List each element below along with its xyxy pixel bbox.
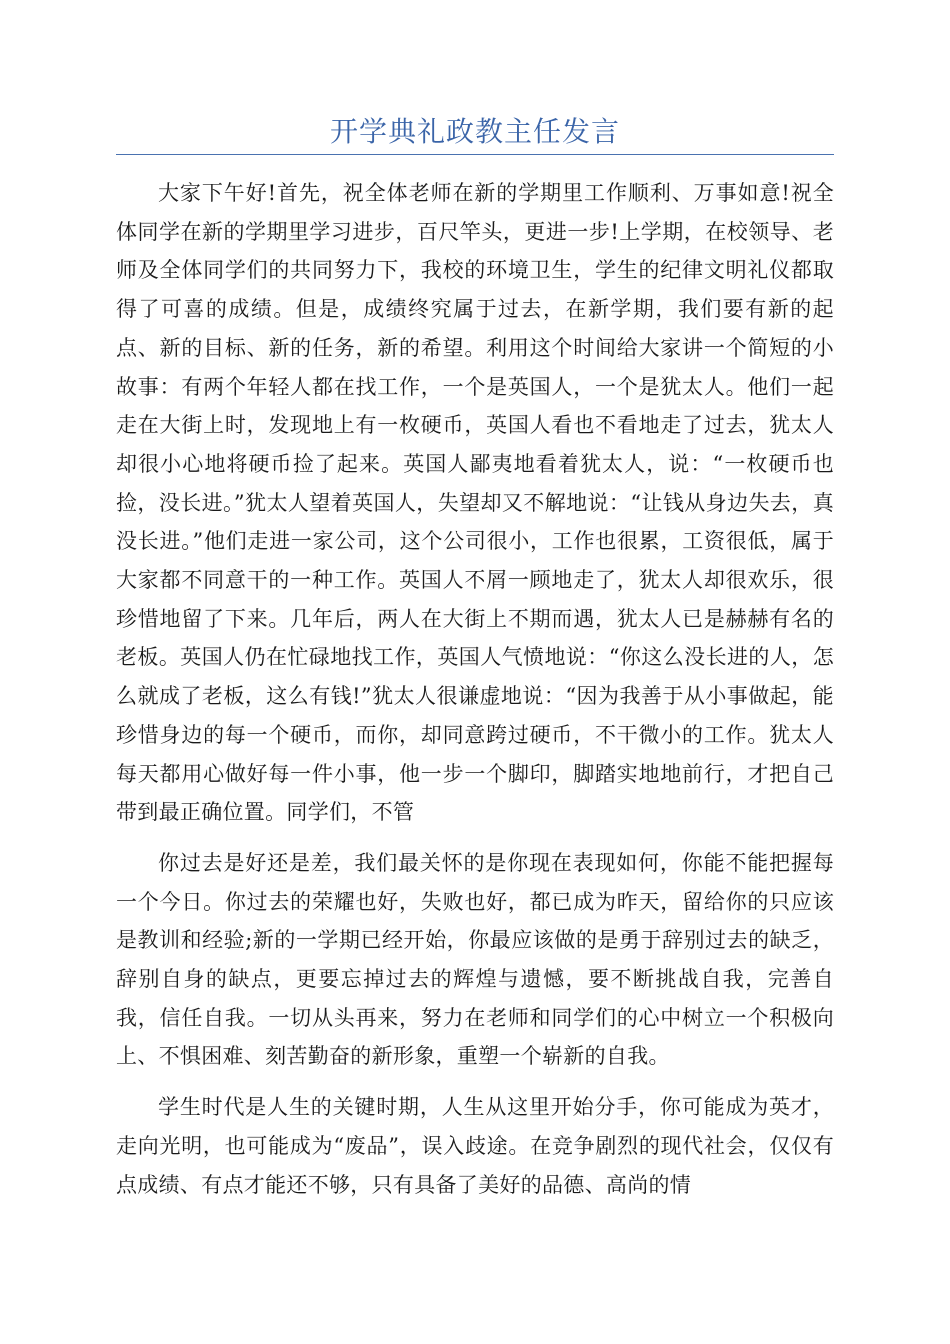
paragraph-2: 你过去是好还是差，我们最关怀的是你现在表现如何，你能不能把握每一个今日。你过去的荣耀也好，失败也好，都已成为昨天，留给你的只应该是教训和经验;新的一学期已经开始，你最应该做的是勇于辞别过去的缺乏，辞别自身的缺点，更要忘掉过去的辉煌与遗憾，要不断挑战自我，完善自我，信任自我。一切从头再来，努力在老师和同学们的心中树立一个积极向上、不惧困难、刻苦勤奋的新形象，重塑一个崭新的自我。 <box>116 850 834 1069</box>
document-body <box>116 174 834 1216</box>
title-underline <box>116 154 834 155</box>
document-title: 开学典礼政教主任发言 <box>329 115 620 148</box>
paragraph-3: 学生时代是人生的关键时期，人生从这里开始分手，你可能成为英才，走向光明，也可能成为“废品”，误入歧途。在竞争剧烈的现代社会，仅仅有点成绩、有点才能还不够，只有具备了美好的品德、高尚的情 <box>116 1095 834 1197</box>
paragraph-1: 大家下午好!首先，祝全体老师在新的学期里工作顺利、万事如意!祝全体同学在新的学期里学习进步，百尺竿头，更进一步!上学期，在校领导、老师及全体同学们的共同努力下，我校的环境卫生，学生的纪律文明礼仪都取得了可喜的成绩。但是，成绩终究属于过去，在新学期，我们要有新的起点、新的目标、新的任务，新的希望。利用这个时间给大家讲一个简短的小故事：有两个年轻人都在找工作，一个是英国人，一个是犹太人。他们一起走在大街上时，发现地上有一枚硬币，英国人看也不看地走了过去，犹太人却很小心地将硬币捡了起来。英国人鄙夷地看着犹太人，说：“一枚硬币也捡，没长进。”犹太人望着英国人，失望却又不解地说：“让钱从身边失去，真没长进。”他们走进一家公司，这个公司很小，工作也很累，工资很低，属于大家都不同意干的一种工作。英国人不屑一顾地走了，犹太人却很欢乐，很珍惜地留了下来。几年后，两人在大街上不期而遇，犹太人已是赫赫有名的老板。英国人仍在忙碌地找工作，英国人气愤地说：“你这么没长进的人，怎么就成了老板，这么有钱!”犹太人很谦虚地说：“因为我善于从小事做起，能珍惜身边的每一个硬币，而你，却同意跨过硬币，不干微小的工作。犹太人每天都用心做好每一件小事，他一步一个脚印，脚踏实地地前行，才把自己带到最正确位置。同学们，不管 <box>116 181 834 825</box>
